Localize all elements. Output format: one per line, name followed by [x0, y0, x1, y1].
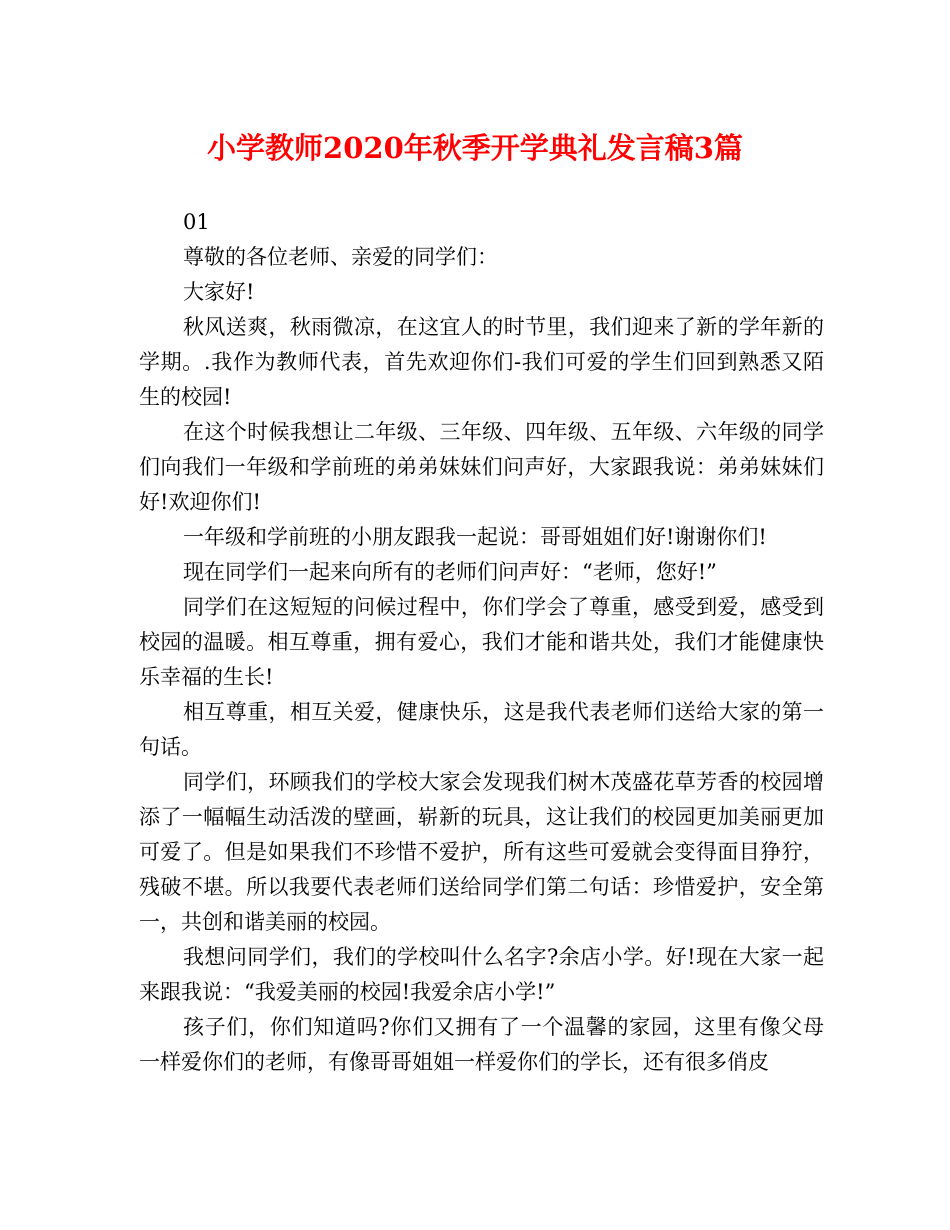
paragraph: 相互尊重，相互关爱，健康快乐，这是我代表老师们送给大家的第一句话。: [139, 700, 824, 759]
paragraph: 我想问同学们，我们的学校叫什么名字?余店小学。好!现在大家一起来跟我说：“我爱美丽的校园!我爱余店小学!”: [139, 945, 824, 1004]
paragraph-greeting: 大家好!: [183, 280, 255, 304]
paragraph: 同学们在这短短的问候过程中，你们学会了尊重，感受到爱，感受到校园的温暖。相互尊重，拥有爱心，我们才能和谐共处，我们才能健康快乐幸福的生长!: [139, 595, 824, 689]
paragraph: 现在同学们一起来向所有的老师们问声好：“老师，您好!”: [183, 560, 717, 584]
paragraph: 孩子们，你们知道吗?你们又拥有了一个温馨的家园，这里有像父母一样爱你们的老师，有像哥哥姐姐一样爱你们的学长，还有很多俏皮: [139, 1015, 824, 1074]
paragraph-salutation: 尊敬的各位老师、亲爱的同学们：: [183, 245, 498, 269]
document-body: [139, 205, 824, 1080]
document-title: 小学教师2020年秋季开学典礼发言稿3篇: [207, 131, 743, 165]
paragraph: 同学们，环顾我们的学校大家会发现我们树木茂盛花草芳香的校园增添了一幅幅生动活泼的壁画，崭新的玩具，这让我们的校园更加美丽更加可爱了。但是如果我们不珍惜不爱护，所有这些可爱就会变得面目狰狞，残破不堪。所以我要代表老师们送给同学们第二句话：珍惜爱护，安全第一，共创和谐美丽的校园。: [139, 770, 824, 934]
paragraph: 一年级和学前班的小朋友跟我一起说：哥哥姐姐们好!谢谢你们!: [183, 525, 767, 549]
paragraph: 在这个时候我想让二年级、三年级、四年级、五年级、六年级的同学们向我们一年级和学前班的弟弟妹妹们问声好，大家跟我说：弟弟妹妹们好!欢迎你们!: [139, 420, 824, 514]
paragraph: 秋风送爽，秋雨微凉，在这宜人的时节里，我们迎来了新的学年新的学期。.我作为教师代表，首先欢迎你们-我们可爱的学生们回到熟悉又陌生的校园!: [139, 315, 824, 409]
paragraph-section-number: 01: [183, 210, 210, 234]
